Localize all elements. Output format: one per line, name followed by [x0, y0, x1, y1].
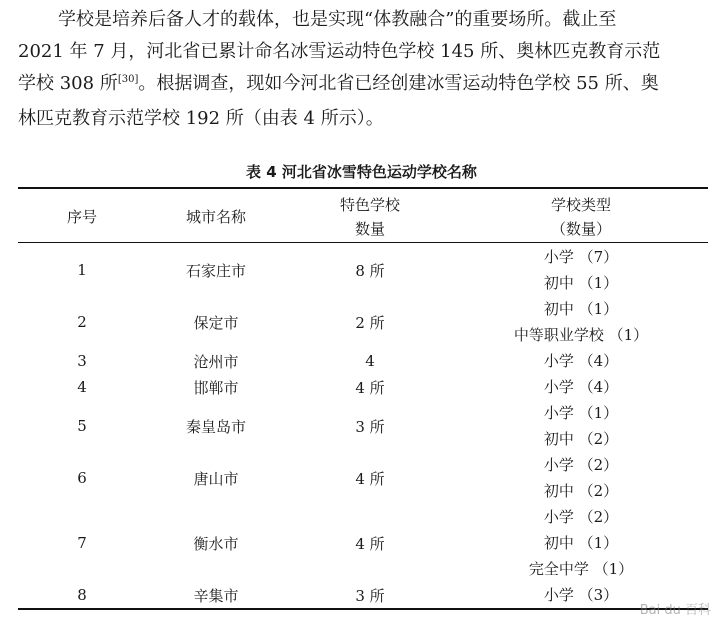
paragraph-line-2: 2021 年 7 月，河北省已累计命名冰雪运动特色学校 145 所、奥林匹克教育示范: [18, 41, 661, 62]
paragraph-line-4: 林匹克教育示范学校 192 所（由表 4 所示）。: [18, 108, 384, 129]
cell-types: [454, 452, 708, 504]
cell-count: 3 所: [355, 417, 385, 436]
paragraph-line-3-start: 学校 308 所: [18, 73, 118, 94]
school-type-entry: 小学 （7）: [543, 248, 619, 266]
cell-city: 辛集市: [193, 586, 239, 605]
cell-seq: 5: [77, 417, 87, 435]
citation-ref[interactable]: [30]: [117, 74, 139, 85]
cell-types: [454, 244, 708, 296]
cell-types: [454, 374, 708, 400]
cell-count: 2 所: [355, 313, 385, 332]
school-type-entry: 完全中学 （1）: [528, 560, 634, 578]
schools-table: [18, 190, 708, 608]
header-count: [286, 190, 454, 244]
body-paragraph: [18, 4, 708, 135]
cell-count: 4 所: [355, 378, 385, 397]
table-row: [18, 582, 708, 608]
header-type-line-2: （数量）: [550, 220, 611, 238]
watermark-logo: Bai du 百科: [639, 603, 711, 618]
school-type-entry: 中等职业学校 （1）: [513, 326, 649, 344]
table-row: [18, 348, 708, 374]
cell-count: 3 所: [355, 586, 385, 605]
school-type-entry: 小学 （3）: [543, 586, 619, 604]
table-caption: 表 4 河北省冰雪特色运动学校名称: [246, 163, 477, 181]
table-row: [18, 452, 708, 504]
school-type-entry: 初中 （1）: [543, 274, 619, 292]
cell-city: 保定市: [193, 313, 239, 332]
header-seq: 序号: [66, 208, 97, 226]
header-count-line-1: 特色学校: [339, 196, 400, 214]
table-top-rule: [18, 187, 708, 189]
school-type-entry: 小学 （4）: [543, 378, 619, 396]
school-type-entry: 小学 （2）: [543, 508, 619, 526]
school-type-entry: 初中 （1）: [543, 534, 619, 552]
header-city: 城市名称: [185, 208, 246, 226]
cell-seq: 6: [77, 469, 87, 487]
school-type-entry: 初中 （2）: [543, 482, 619, 500]
paragraph-line-3: [18, 68, 708, 103]
school-type-entry: 小学 （4）: [543, 352, 619, 370]
table-body: [18, 244, 708, 608]
school-type-entry: 小学 （1）: [543, 404, 619, 422]
table-row: [18, 296, 708, 348]
cell-count: 4 所: [355, 534, 385, 553]
cell-city: 秦皇岛市: [185, 417, 246, 436]
table-row: [18, 504, 708, 582]
table-row: [18, 374, 708, 400]
school-type-entry: 初中 （2）: [543, 430, 619, 448]
paragraph-line-1: 学校是培养后备人才的载体，也是实现“体教融合”的重要场所。截止至: [58, 9, 617, 30]
cell-city: 石家庄市: [185, 261, 246, 280]
cell-count: 4 所: [355, 469, 385, 488]
cell-seq: 2: [77, 313, 87, 331]
cell-seq: 7: [77, 534, 87, 552]
table-row: [18, 400, 708, 452]
paragraph-line-3-end: 。根据调查，现如今河北省已经创建冰雪运动特色学校 55 所、奥: [138, 73, 659, 94]
table-header-row: [18, 190, 708, 244]
cell-seq: 8: [77, 586, 87, 604]
cell-types: [454, 504, 708, 582]
header-type: [454, 190, 708, 244]
cell-seq: 3: [77, 352, 87, 370]
header-type-line-1: 学校类型: [550, 196, 611, 214]
cell-seq: 1: [77, 261, 87, 279]
cell-types: [454, 296, 708, 348]
cell-city: 衡水市: [193, 534, 239, 553]
table-row: [18, 244, 708, 296]
school-type-entry: 小学 （2）: [543, 456, 619, 474]
header-count-line-2: 数量: [354, 220, 385, 238]
cell-types: [454, 400, 708, 452]
cell-count: 8 所: [355, 261, 385, 280]
cell-city: 唐山市: [193, 469, 239, 488]
table-bottom-rule: [18, 608, 708, 610]
cell-city: 邯郸市: [193, 378, 239, 397]
cell-city: 沧州市: [193, 352, 239, 371]
school-type-entry: 初中 （1）: [543, 300, 619, 318]
cell-types: [454, 348, 708, 374]
cell-count: 4: [365, 352, 375, 370]
cell-seq: 4: [77, 378, 87, 396]
